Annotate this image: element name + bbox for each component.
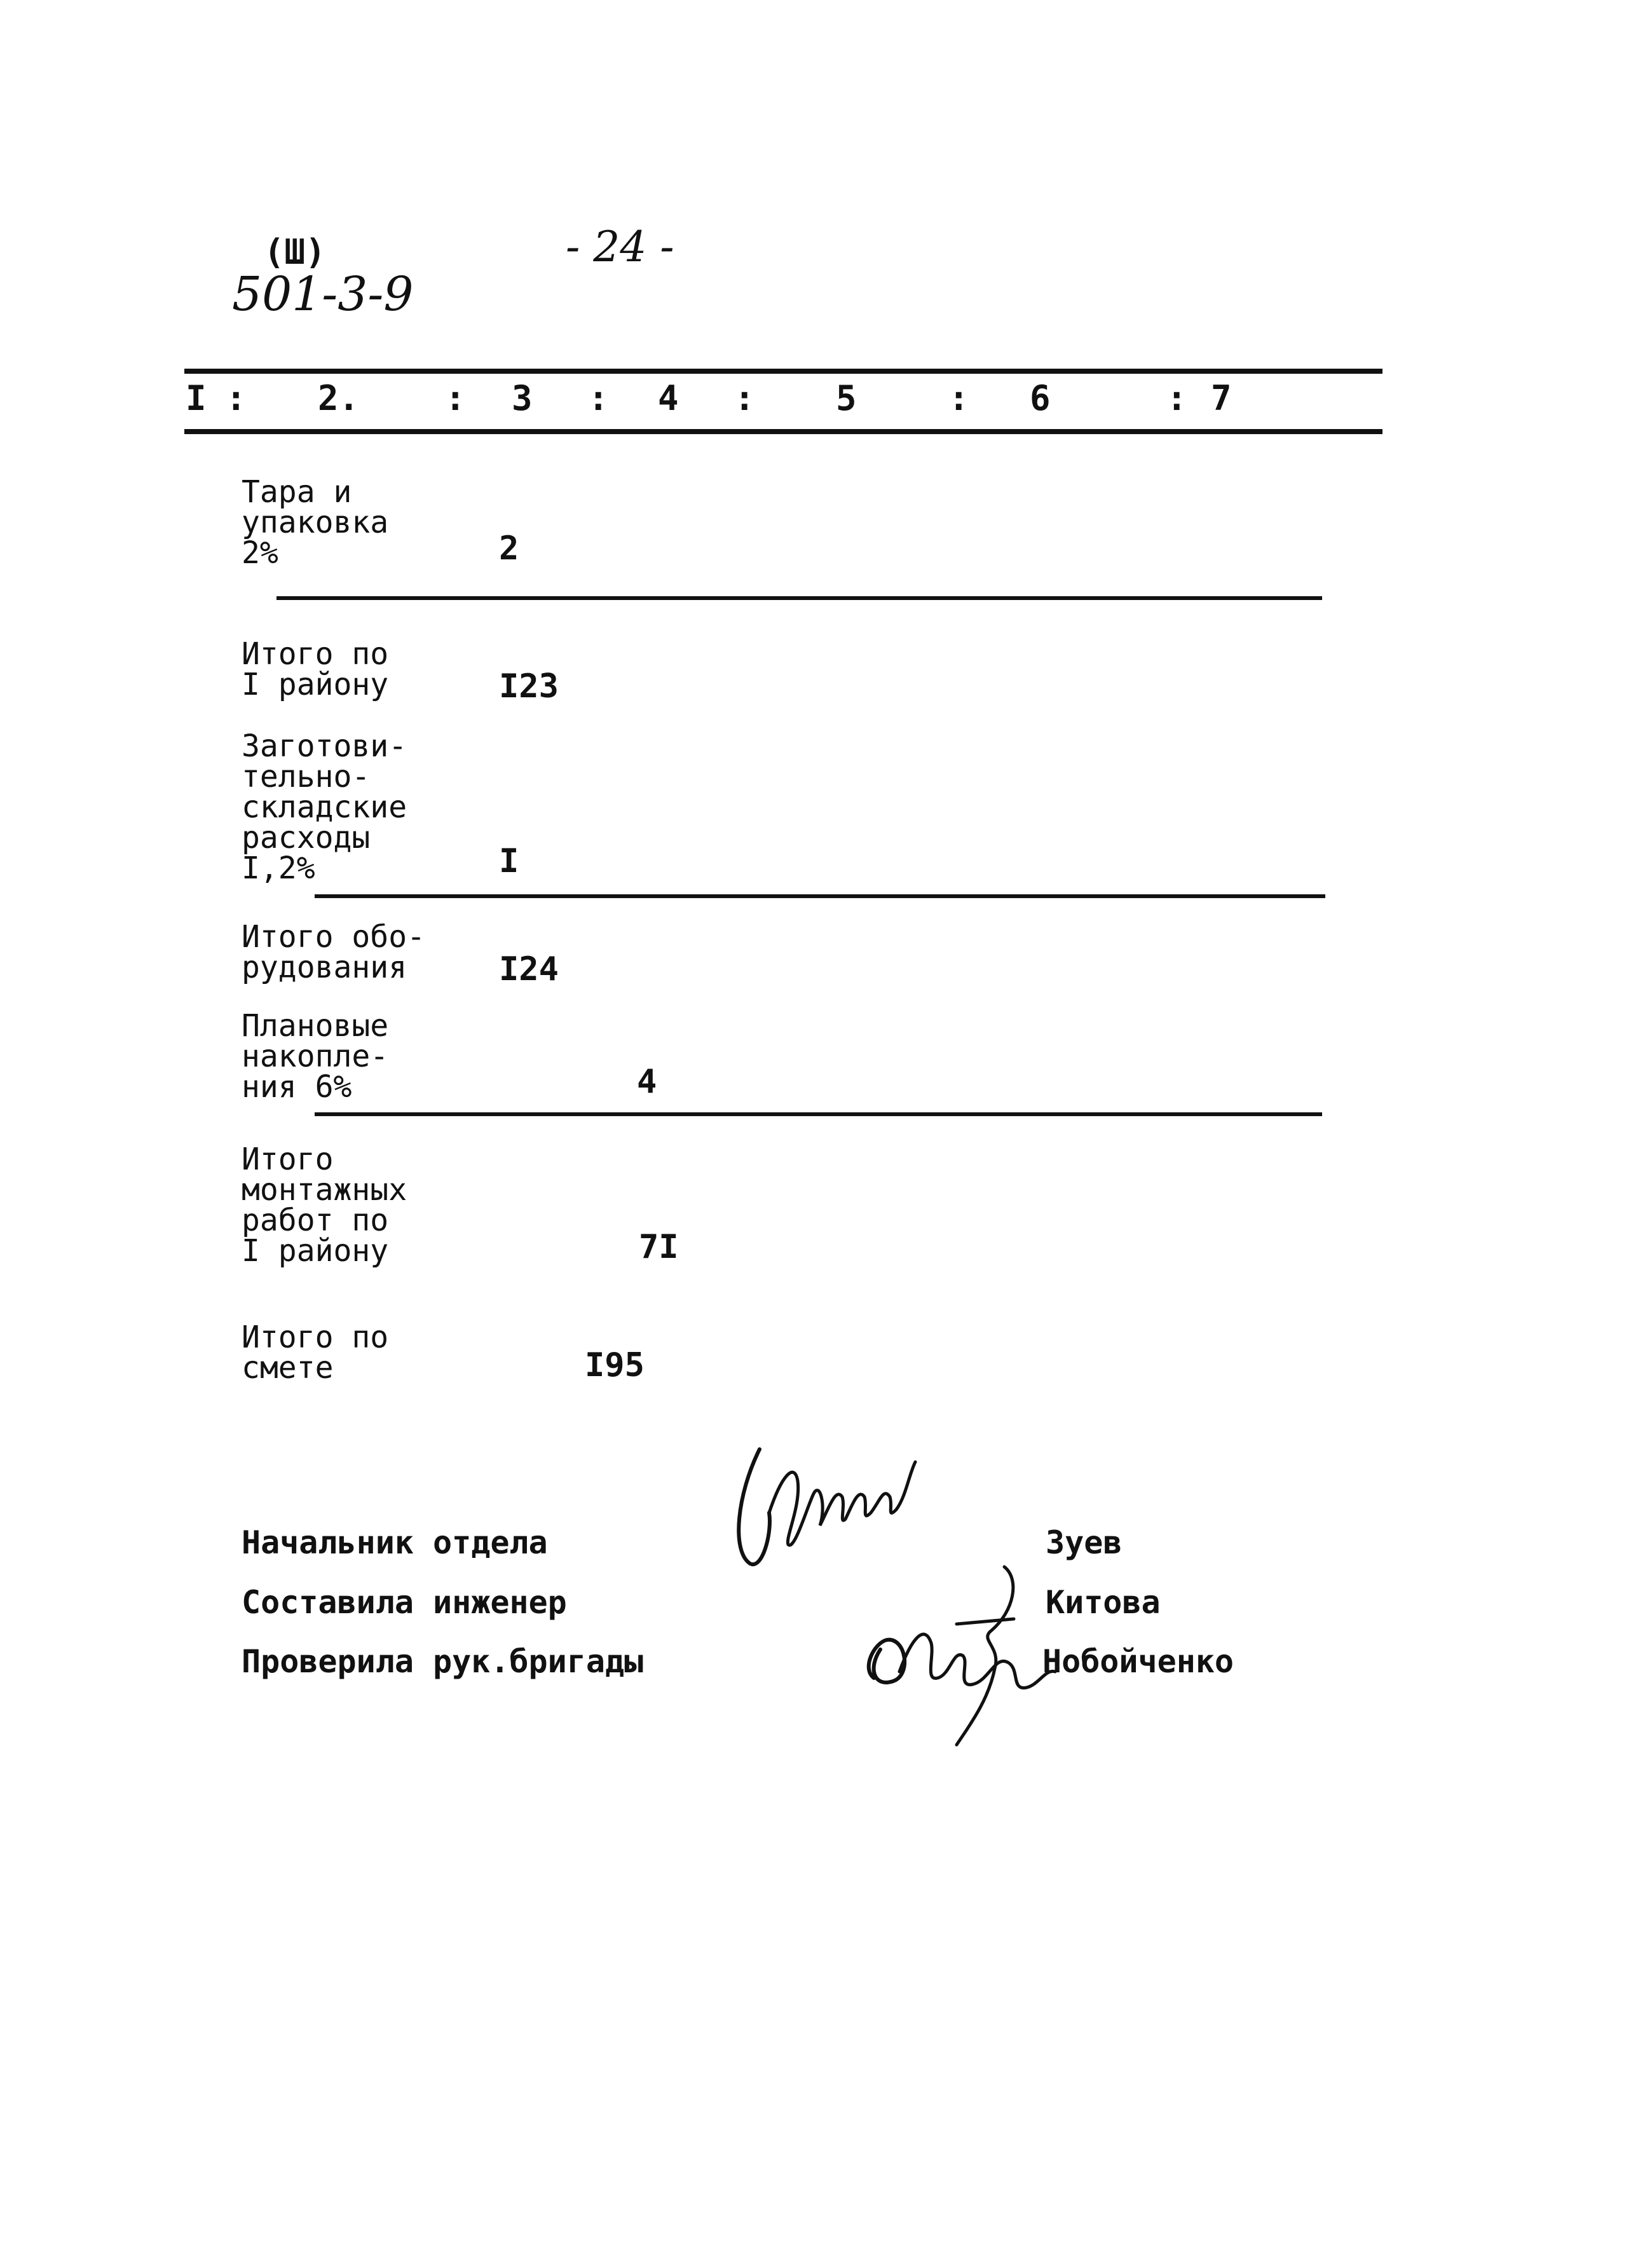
row-value-col3: I24 (499, 950, 559, 988)
row-label: Тара и упаковка 2% (242, 474, 389, 571)
row-label: Итого по I району (242, 636, 389, 702)
row-value-col4: 4 (637, 1063, 657, 1101)
col-sep: : (734, 378, 755, 418)
col-5: 5 (836, 378, 857, 418)
col-sep: : (1166, 378, 1187, 418)
row-divider (315, 894, 1325, 898)
col-3: 3 (512, 378, 533, 418)
row-label: Заготови- тельно- складские расходы I,2% (242, 728, 407, 886)
col-sep: : (226, 378, 247, 418)
handwritten-signature-2 (855, 1560, 1065, 1751)
col-6: 6 (1030, 378, 1051, 418)
row-label: Плановые накопле- ния 6% (242, 1008, 389, 1105)
row-value-col3: I95 (585, 1346, 645, 1384)
row-label: Итого по смете (242, 1320, 389, 1386)
col-sep: : (445, 378, 466, 418)
signature-name: Зуев (1046, 1524, 1123, 1561)
section-mark: (Ш) (264, 232, 326, 272)
signature-role: Составила инженер (242, 1584, 567, 1621)
row-label: Итого монтажных работ по I району (242, 1142, 407, 1269)
row-divider (276, 596, 1322, 600)
row-label: Итого обо- рудования (242, 919, 425, 985)
document-code: 501-3-9 (232, 267, 414, 322)
col-sep: : (948, 378, 969, 418)
col-4: 4 (658, 378, 679, 418)
col-7: 7 (1211, 378, 1232, 418)
row-divider (315, 1112, 1322, 1116)
signature-role: Начальник отдела (242, 1524, 548, 1561)
signature-name: Нобойченко (1042, 1643, 1234, 1680)
row-value-col3: 2 (499, 529, 519, 568)
signature-role: Проверила рук.бригады (242, 1643, 644, 1680)
page-number: - 24 - (566, 222, 674, 271)
col-1: I (186, 378, 207, 418)
signature-name: Китова (1046, 1584, 1161, 1621)
row-value-col4: 7I (639, 1228, 679, 1266)
header-bottom-rule (184, 429, 1382, 434)
row-value-col3: I23 (499, 667, 559, 706)
row-value-col3: I (499, 842, 519, 880)
col-sep: : (588, 378, 609, 418)
header-top-rule (184, 369, 1382, 374)
col-2: 2. (318, 378, 360, 418)
